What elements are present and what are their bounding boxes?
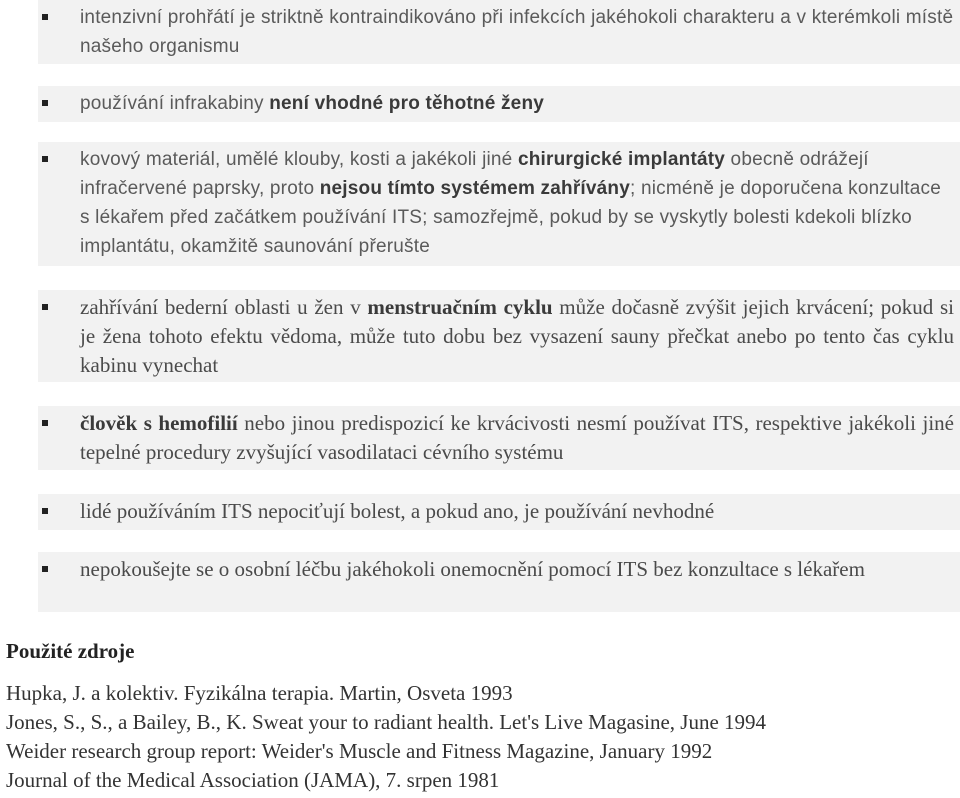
source-reference: Jones, S., S., a Bailey, B., K. Sweat your to radiant health. Let's Live Magasine, June 1994 (6, 710, 767, 734)
list-item (38, 0, 960, 64)
item-text-segment: intenzivní prohřátí je striktně kontraindikováno při infekcích jakéhokoli charakteru a v kterémkoli místě našeho organismu (80, 7, 954, 57)
item-text-segment: nepokoušejte se o osobní léčbu jakéhokoli onemocnění pomocí ITS bez konzultace s lékařem (80, 557, 865, 581)
item-text-segment: lidé používáním ITS nepociťují bolest, a pokud ano, je používání nevhodné (80, 499, 715, 523)
list-item (38, 86, 960, 122)
bullet-icon (42, 420, 48, 426)
sources-heading: Použité zdroje (6, 639, 135, 663)
emphasis-text: chirurgické implantáty (517, 149, 726, 170)
list-item-text (80, 145, 954, 261)
item-text-segment: ; nicméně je doporučena konzultace s lékařem před začátkem používání ITS; samozřejmě, pokud by se vyskytly bolesti kdekoli blízko implantátu, okamžitě saunování přerušte (80, 178, 942, 257)
source-reference: Journal of the Medical Association (JAMA), 7. srpen 1981 (6, 768, 500, 792)
bullet-icon (42, 14, 48, 20)
list-item-text (80, 409, 954, 467)
item-text-segment: kovový materiál, umělé klouby, kosti a jakékoli jiné (80, 149, 518, 170)
list-item (38, 142, 960, 266)
list-item-text (80, 497, 954, 526)
emphasis-text: není vhodné pro těhotné ženy (269, 93, 545, 114)
item-text-segment: může dočasně zvýšit jejich krvácení; pokud si je žena tohoto efektu vědoma, může tuto dobu bez vysazení sauny přečkat anebo po tento čas cyklu kabinu vynechat (80, 295, 954, 377)
bullet-icon (42, 508, 48, 514)
list-item-text (80, 3, 954, 61)
source-reference: Hupka, J. a kolektiv. Fyzikálna terapia. Martin, Osveta 1993 (6, 681, 513, 705)
item-text-segment: nebo jinou predispozicí ke krvácivosti nesmí používat ITS, respektive jakékoli jiné tepelné procedury zvyšující vasodilataci cévního systému (80, 411, 954, 464)
item-text-segment: používání infrakabiny (80, 93, 270, 114)
sources-list (6, 679, 956, 795)
bullet-icon (42, 100, 48, 106)
list-item-text (80, 89, 954, 118)
list-item-text (80, 555, 954, 584)
emphasis-text: člověk s hemofilií (80, 411, 238, 435)
emphasis-text: menstruačním cyklu (367, 295, 553, 319)
bullet-icon (42, 566, 48, 572)
item-text-segment: zahřívání bederní oblasti u žen v (80, 295, 368, 319)
bullet-icon (42, 156, 48, 162)
list-item (38, 494, 960, 530)
source-reference: Weider research group report: Weider's Muscle and Fitness Magazine, January 1992 (6, 739, 713, 763)
list-item (38, 406, 960, 470)
emphasis-text: nejsou tímto systémem zahřívány (319, 178, 631, 199)
list-item (38, 552, 960, 612)
bullet-icon (42, 304, 48, 310)
item-text-segment: obecně odrážejí infračervené paprsky, proto (80, 149, 869, 199)
list-item-text (80, 293, 954, 380)
list-item (38, 290, 960, 382)
